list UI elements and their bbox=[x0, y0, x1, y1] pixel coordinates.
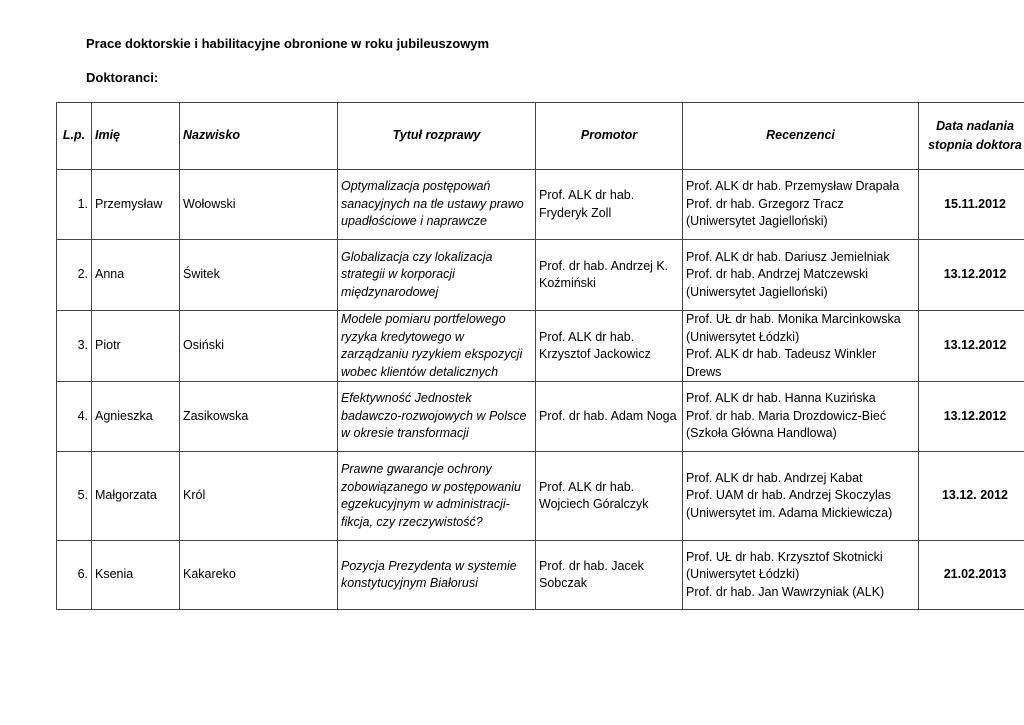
cell-last-name: Osiński bbox=[180, 311, 338, 382]
cell-first-name: Małgorzata bbox=[92, 452, 180, 541]
header-degree-date-line2: stopnia doktora bbox=[928, 138, 1022, 152]
header-reviewers: Recenzenci bbox=[683, 103, 919, 170]
reviewer-line: Prof. ALK dr hab. Tadeusz Winkler Drews bbox=[686, 347, 877, 379]
cell-first-name: Ksenia bbox=[92, 541, 180, 610]
cell-thesis-title: Pozycja Prezydenta w systemie konstytucyjnym Białorusi bbox=[338, 541, 536, 610]
cell-last-name: Król bbox=[180, 452, 338, 541]
cell-lp: 6. bbox=[57, 541, 92, 610]
cell-lp: 5. bbox=[57, 452, 92, 541]
header-lp: L.p. bbox=[57, 103, 92, 170]
cell-supervisor: Prof. ALK dr hab. Krzysztof Jackowicz bbox=[536, 311, 683, 382]
cell-degree-date: 21.02.2013 bbox=[919, 541, 1024, 610]
cell-thesis-title: Modele pomiaru portfelowego ryzyka kredytowego w zarządzaniu ryzykiem ekspozycji wobec klientów detalicznych bbox=[338, 311, 536, 382]
reviewer-line: Prof. ALK dr hab. Przemysław Drapała bbox=[686, 179, 900, 194]
reviewer-line: Prof. UŁ dr hab. Monika Marcinkowska (Uniwersytet Łódzki) bbox=[686, 312, 901, 344]
table-row bbox=[57, 541, 1024, 610]
reviewer-line: Prof. dr hab. Maria Drozdowicz-Bieć bbox=[686, 408, 887, 423]
cell-reviewers bbox=[683, 170, 919, 240]
cell-last-name: Wołowski bbox=[180, 170, 338, 240]
reviewer-line: (Szkoła Główna Handlowa) bbox=[686, 426, 837, 441]
cell-reviewers bbox=[683, 541, 919, 610]
reviewer-line: Prof. ALK dr hab. Andrzej Kabat bbox=[686, 470, 863, 485]
cell-degree-date: 13.12.2012 bbox=[919, 240, 1024, 311]
section-title: Doktoranci: bbox=[86, 70, 159, 85]
header-degree-date-line1: Data nadania bbox=[936, 119, 1014, 133]
table-row bbox=[57, 452, 1024, 541]
cell-last-name: Kakareko bbox=[180, 541, 338, 610]
cell-first-name: Agnieszka bbox=[92, 382, 180, 452]
doctorates-table bbox=[56, 102, 1024, 610]
reviewer-line: (Uniwersytet Łódzki) bbox=[686, 567, 800, 582]
cell-supervisor: Prof. ALK dr hab. Wojciech Góralczyk bbox=[536, 452, 683, 541]
reviewer-line: Prof. dr hab. Andrzej Matczewski bbox=[686, 267, 869, 282]
cell-last-name: Świtek bbox=[180, 240, 338, 311]
cell-first-name: Przemysław bbox=[92, 170, 180, 240]
cell-thesis-title: Prawne gwarancje ochrony zobowiązanego w postępowaniu egzekucyjnym w administracji- fikcja, czy rzeczywistość? bbox=[338, 452, 536, 541]
header-degree-date bbox=[919, 103, 1024, 170]
reviewer-line: Prof. UAM dr hab. Andrzej Skoczylas bbox=[686, 488, 891, 503]
cell-lp: 3. bbox=[57, 311, 92, 382]
cell-reviewers bbox=[683, 240, 919, 311]
reviewer-line: Prof. UŁ dr hab. Krzysztof Skotnicki bbox=[686, 549, 883, 564]
header-supervisor: Promotor bbox=[536, 103, 683, 170]
reviewer-line: Prof. dr hab. Grzegorz Tracz bbox=[686, 196, 844, 211]
cell-first-name: Piotr bbox=[92, 311, 180, 382]
cell-reviewers bbox=[683, 452, 919, 541]
cell-reviewers bbox=[683, 311, 919, 382]
cell-lp: 4. bbox=[57, 382, 92, 452]
header-thesis-title: Tytuł rozprawy bbox=[338, 103, 536, 170]
reviewer-line: (Uniwersytet im. Adama Mickiewicza) bbox=[686, 505, 893, 520]
cell-thesis-title: Globalizacja czy lokalizacja strategii w korporacji międzynarodowej bbox=[338, 240, 536, 311]
reviewer-line: Prof. ALK dr hab. Hanna Kuzińska bbox=[686, 391, 876, 406]
reviewer-line: (Uniwersytet Jagielloński) bbox=[686, 214, 828, 229]
reviewer-line: (Uniwersytet Jagielloński) bbox=[686, 284, 828, 299]
cell-first-name: Anna bbox=[92, 240, 180, 311]
cell-supervisor: Prof. dr hab. Jacek Sobczak bbox=[536, 541, 683, 610]
cell-reviewers bbox=[683, 382, 919, 452]
reviewer-line: Prof. ALK dr hab. Dariusz Jemielniak bbox=[686, 249, 890, 264]
cell-degree-date: 13.12. 2012 bbox=[919, 452, 1024, 541]
header-first-name: Imię bbox=[92, 103, 180, 170]
cell-lp: 1. bbox=[57, 170, 92, 240]
cell-thesis-title: Efektywność Jednostek badawczo-rozwojowych w Polsce w okresie transformacji bbox=[338, 382, 536, 452]
cell-supervisor: Prof. dr hab. Andrzej K. Koźmiński bbox=[536, 240, 683, 311]
table-row bbox=[57, 240, 1024, 311]
reviewer-line: Prof. dr hab. Jan Wawrzyniak (ALK) bbox=[686, 584, 885, 599]
table-row bbox=[57, 311, 1024, 382]
cell-supervisor: Prof. dr hab. Adam Noga bbox=[536, 382, 683, 452]
cell-degree-date: 13.12.2012 bbox=[919, 311, 1024, 382]
header-last-name: Nazwisko bbox=[180, 103, 338, 170]
cell-thesis-title: Optymalizacja postępowań sanacyjnych na tle ustawy prawo upadłościowe i naprawcze bbox=[338, 170, 536, 240]
table-row bbox=[57, 382, 1024, 452]
cell-degree-date: 15.11.2012 bbox=[919, 170, 1024, 240]
document-title: Prace doktorskie i habilitacyjne obronione w roku jubileuszowym bbox=[86, 36, 490, 51]
cell-supervisor: Prof. ALK dr hab. Fryderyk Zoll bbox=[536, 170, 683, 240]
cell-degree-date: 13.12.2012 bbox=[919, 382, 1024, 452]
table-row bbox=[57, 170, 1024, 240]
cell-last-name: Zasikowska bbox=[180, 382, 338, 452]
table-header-row bbox=[57, 103, 1024, 170]
cell-lp: 2. bbox=[57, 240, 92, 311]
